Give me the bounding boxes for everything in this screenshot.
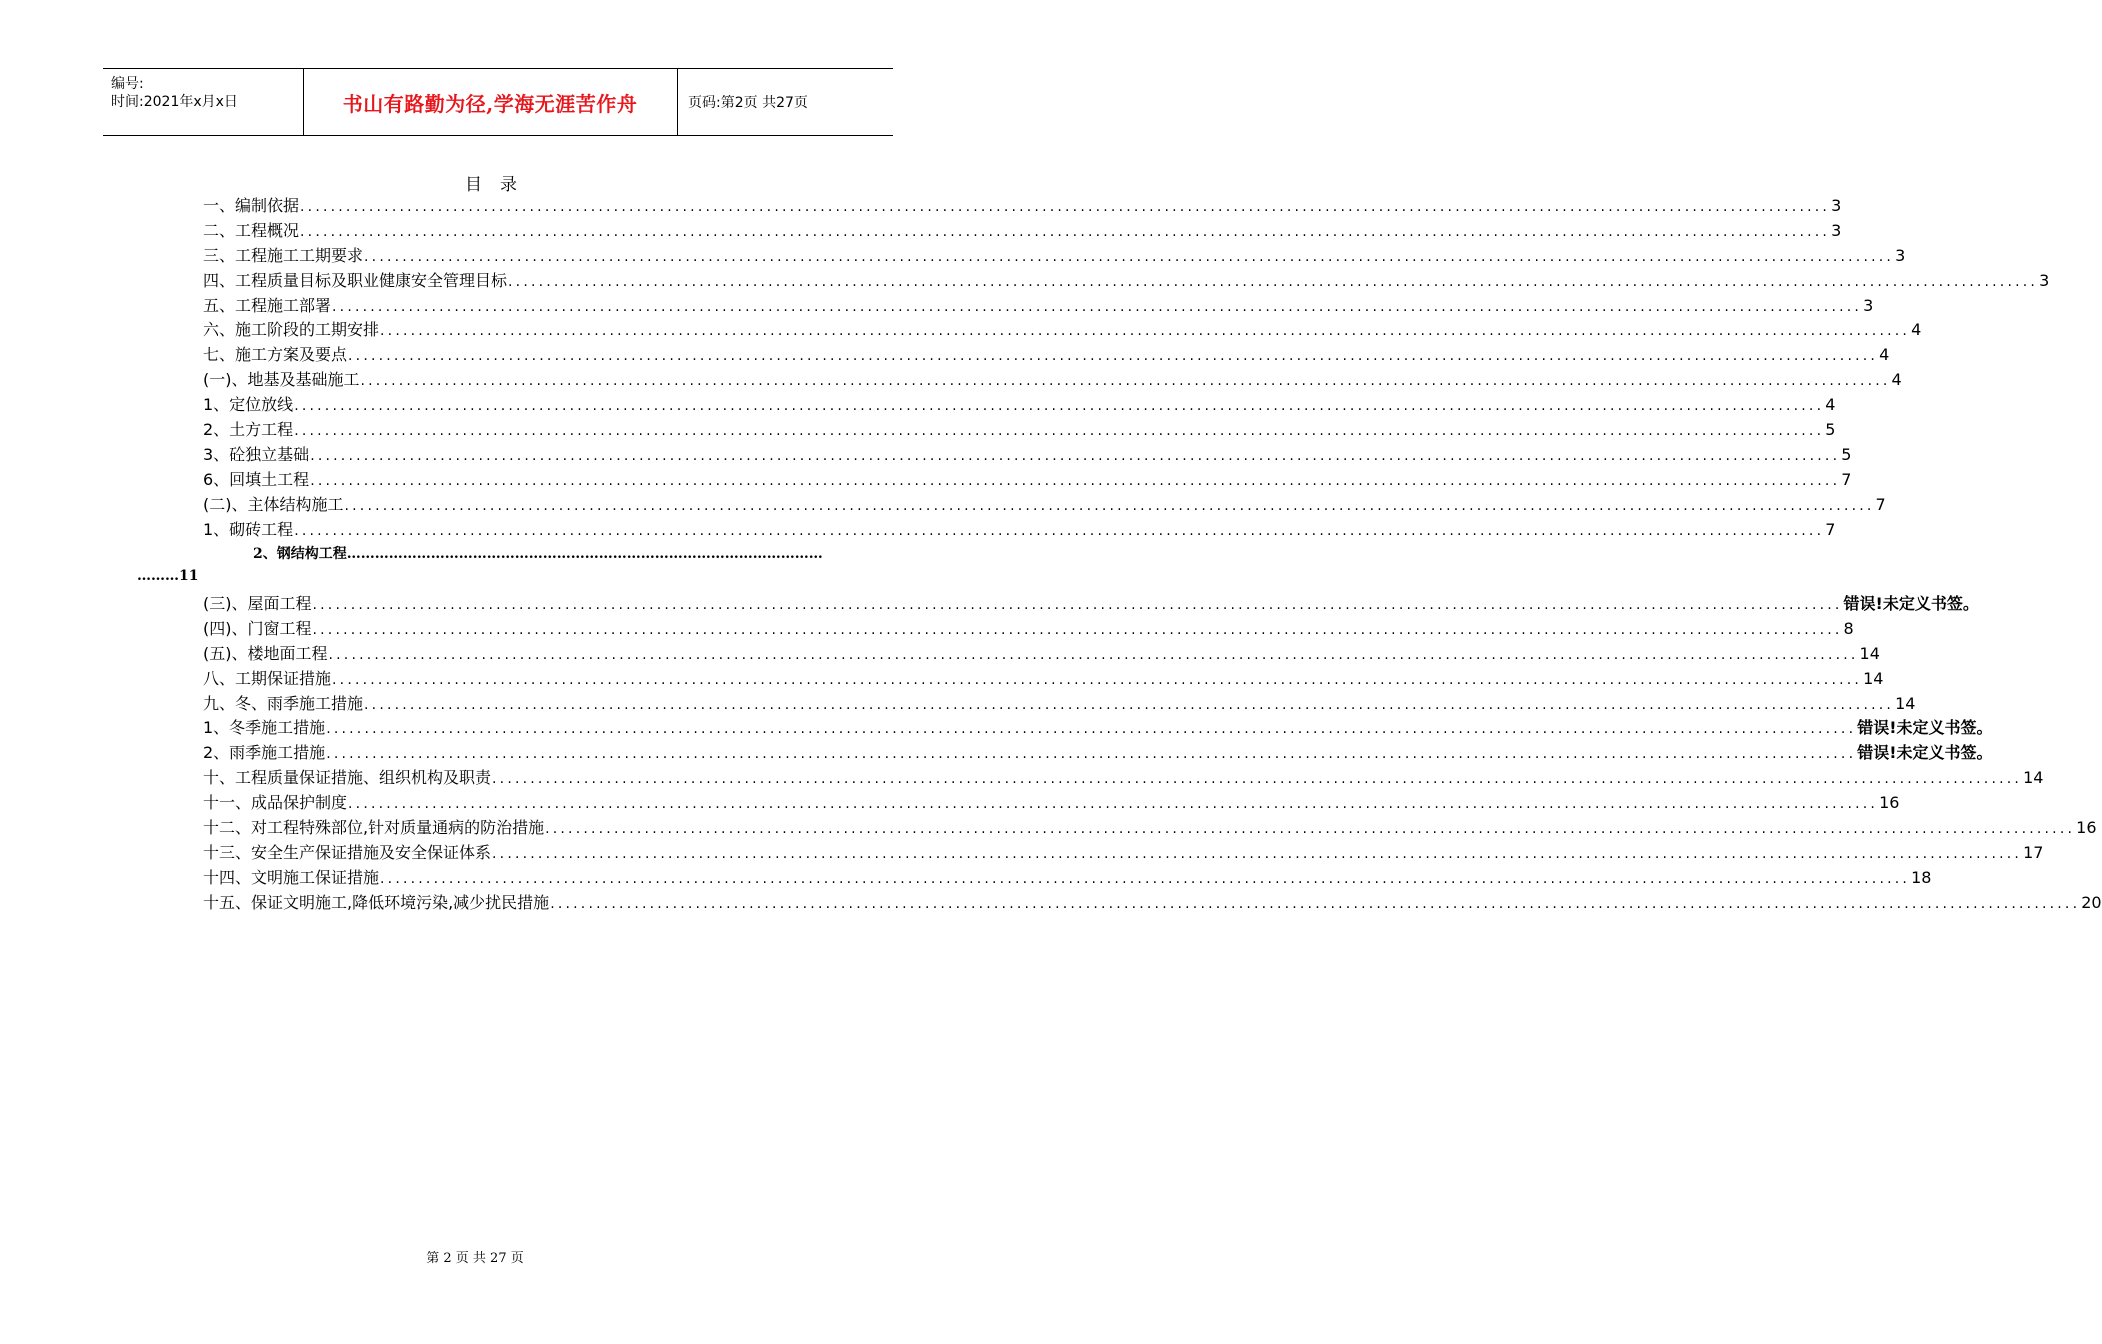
toc-entry-leader-dots: ........................................................................................................................................................................................................	[310, 472, 1841, 489]
toc-entry[interactable]	[203, 741, 1993, 766]
page-header	[103, 68, 893, 136]
toc-entry[interactable]	[203, 194, 1842, 219]
toc-entry[interactable]	[203, 468, 1852, 493]
toc-entry[interactable]	[203, 667, 1884, 692]
toc-entry-page: 4	[1911, 320, 1922, 340]
toc-entry[interactable]	[203, 343, 1890, 368]
toc-entry-title: 2、土方工程	[203, 420, 294, 440]
toc-entry-page: 14	[1863, 668, 1884, 688]
toc-entry-page: 7	[1825, 519, 1836, 539]
toc-entry-leader-dots: ........................................................................................................................................................................................................	[294, 398, 1825, 415]
toc-entry-leader-dots: ........................................................................................................................................................................................................	[492, 845, 2023, 862]
toc-entry-page: 4	[1879, 345, 1890, 365]
toc-entry-page: 错误!未定义书签。	[1843, 594, 1979, 613]
toc-entry-leader-dots: ........................................................................................................................................................................................................	[332, 671, 1863, 688]
toc-entry-title: 二、工程概况	[203, 220, 300, 240]
toc-entry[interactable]	[203, 716, 1993, 741]
toc-entry-leader-dots: ........................................................................................................................................................................................................	[380, 870, 1911, 887]
toc-entry-leader-dots: ........................................................................................................................................................................................................	[328, 646, 1859, 663]
toc-entry[interactable]	[203, 393, 1836, 418]
toc-entry-leader-dots: ........................................................................................................................................................................................................	[380, 323, 1911, 340]
toc-entry-leader-dots: ........................................................................................................................................................................................................	[326, 746, 1857, 763]
toc-entry-leader-dots: ........................................................................................................................................................................................................	[300, 223, 1831, 240]
toc-entry-title: (四)、门窗工程	[203, 618, 312, 638]
toc-entry-page: 错误!未定义书签。	[1857, 743, 1993, 763]
toc-entry-title: 三、工程施工工期要求	[203, 245, 364, 265]
toc-entry[interactable]	[203, 766, 2044, 791]
toc-entry-page: 4	[1825, 395, 1836, 415]
toc-entry[interactable]	[203, 368, 1902, 393]
toc-entry-page: 3	[1895, 245, 1906, 265]
toc-entry-title: 2、雨季施工措施	[203, 743, 326, 763]
toc-entry-title: 七、施工方案及要点	[203, 345, 348, 365]
toc-entry-leader-dots: ........................................................................................................................................................................................................	[348, 796, 1879, 813]
toc-entry-page: 17	[2023, 842, 2044, 862]
toc-entry-title: 3、砼独立基础	[203, 444, 310, 464]
toc-entry-title: 十、工程质量保证措施、组织机构及职责	[203, 768, 492, 788]
toc-entry-leader-dots: ........................................................................................................................................................................................................	[332, 298, 1863, 315]
toc-entry-leader-dots: ........................................................................................................................................................................................................	[294, 522, 1825, 539]
toc-entry-leader-dots: ........................................................................................................................................................................................................	[294, 423, 1825, 440]
toc-entry-title: (三)、屋面工程	[203, 594, 312, 613]
toc-entry-leader: …………………………………………………………………………………………	[346, 546, 823, 562]
toc-entry[interactable]	[203, 219, 1842, 244]
toc-entry-leader-dots: ........................................................................................................................................................................................................	[364, 696, 1895, 713]
toc-entry-title: 一、编制依据	[203, 196, 300, 215]
toc-entry-leader-dots: ........................................................................................................................................................................................................	[348, 348, 1879, 365]
toc-entry-page: 14	[2023, 768, 2044, 788]
toc-entry-title: 十一、成品保护制度	[203, 793, 348, 813]
toc-entry-title: 六、施工阶段的工期安排	[203, 320, 380, 340]
page-footer: 第 2 页 共 27 页	[426, 1251, 524, 1266]
toc-entry[interactable]	[203, 443, 1852, 468]
toc-entry-steel-structure-page: ………11	[137, 568, 199, 584]
toc-entry-page: 8	[1843, 618, 1854, 638]
toc-entry-leader-dots: ........................................................................................................................................................................................................	[508, 273, 2039, 290]
toc-entry-leader-dots: ........................................................................................................................................................................................................	[310, 447, 1841, 464]
toc-entry[interactable]	[203, 816, 2097, 841]
header-number-label: 编号:	[111, 76, 144, 92]
toc-entry-page: 5	[1825, 420, 1836, 440]
toc-entry-title: 十四、文明施工保证措施	[203, 867, 380, 887]
toc-entry[interactable]	[203, 617, 1854, 642]
toc-entry[interactable]	[203, 418, 1836, 443]
header-page-info: 页码:第2页 共27页	[688, 95, 808, 111]
toc-entry-page: 14	[1895, 693, 1916, 713]
toc-entry-title: (二)、主体结构施工	[203, 494, 344, 514]
toc-entry-title: 九、冬、雨季施工措施	[203, 693, 364, 713]
header-time-label: 时间:2021年x月x日	[111, 94, 238, 110]
toc-entry-page: 5	[1841, 444, 1852, 464]
toc-entry[interactable]	[203, 294, 1874, 319]
toc-entry-title: 6、回填土工程	[203, 469, 310, 489]
toc-list-part-2	[203, 592, 2102, 916]
toc-entry-page: 4	[1891, 370, 1902, 390]
toc-entry-page: 20	[2081, 892, 2102, 912]
toc-entry-leader-dots: ........................................................................................................................................................................................................	[360, 373, 1891, 390]
toc-entry-leader-dots: ........................................................................................................................................................................................................	[550, 895, 2081, 912]
toc-entry-page: 3	[1831, 196, 1842, 215]
toc-entry[interactable]	[203, 692, 1916, 717]
toc-entry-page: 7	[1875, 494, 1886, 514]
toc-entry-leader-dots: ........................................................................................................................................................................................................	[312, 597, 1843, 613]
toc-entry-title: 十五、保证文明施工,降低环境污染,减少扰民措施	[203, 892, 550, 912]
toc-entry-page: 错误!未定义书签。	[1857, 718, 1993, 738]
toc-entry[interactable]	[203, 791, 1900, 816]
toc-title: 目录	[465, 175, 535, 195]
toc-entry-leader-dots: ........................................................................................................................................................................................................	[545, 821, 2076, 838]
toc-entry-title: 八、工期保证措施	[203, 668, 332, 688]
toc-entry-page: 16	[2076, 818, 2097, 838]
toc-entry-leader-dots: ........................................................................................................................................................................................................	[364, 248, 1895, 265]
toc-entry-title: 十三、安全生产保证措施及安全保证体系	[203, 842, 492, 862]
toc-entry-page: 7	[1841, 469, 1852, 489]
toc-entry[interactable]	[203, 891, 2102, 916]
header-meta	[103, 69, 303, 135]
toc-entry-page: 3	[2039, 270, 2050, 290]
toc-entry[interactable]	[203, 269, 2050, 294]
toc-entry-title: 1、冬季施工措施	[203, 718, 326, 738]
toc-entry-page: 16	[1879, 793, 1900, 813]
toc-entry[interactable]	[203, 592, 1979, 617]
toc-list-part-1	[203, 194, 2050, 542]
toc-entry-leader-dots: ........................................................................................................................................................................................................	[492, 771, 2023, 788]
toc-entry-page: 3	[1863, 295, 1874, 315]
header-motto: 书山有路勤为径,学海无涯苦作舟	[342, 91, 638, 116]
toc-entry-title: (一)、地基及基础施工	[203, 370, 360, 390]
toc-entry[interactable]	[203, 642, 1880, 667]
toc-entry-steel-structure[interactable]	[253, 543, 873, 563]
toc-entry[interactable]	[203, 493, 1886, 518]
toc-entry[interactable]	[203, 318, 1922, 343]
toc-entry-page: 14	[1859, 643, 1880, 663]
header-divider	[677, 69, 678, 135]
toc-entry-leader-dots: ........................................................................................................................................................................................................	[344, 497, 1875, 514]
toc-entry-title: 四、工程质量目标及职业健康安全管理目标	[203, 270, 508, 290]
toc-entry[interactable]	[203, 841, 2044, 866]
toc-entry-title: 2、钢结构工程	[253, 546, 347, 562]
toc-entry-title: 十二、对工程特殊部位,针对质量通病的防治措施	[203, 818, 545, 838]
toc-entry-title: 1、砌砖工程	[203, 519, 294, 539]
toc-entry-page: 3	[1831, 220, 1842, 240]
toc-entry-title: (五)、楼地面工程	[203, 643, 328, 663]
toc-entry-leader-dots: ........................................................................................................................................................................................................	[300, 199, 1831, 215]
toc-entry-leader-dots: ........................................................................................................................................................................................................	[312, 621, 1843, 638]
toc-entry[interactable]	[203, 244, 1906, 269]
toc-entry-title: 五、工程施工部署	[203, 295, 332, 315]
toc-entry-leader-dots: ........................................................................................................................................................................................................	[326, 721, 1857, 738]
toc-entry[interactable]	[203, 518, 1836, 543]
toc-entry[interactable]	[203, 866, 1932, 891]
toc-entry-title: 1、定位放线	[203, 395, 294, 415]
toc-entry-page: 18	[1911, 867, 1932, 887]
